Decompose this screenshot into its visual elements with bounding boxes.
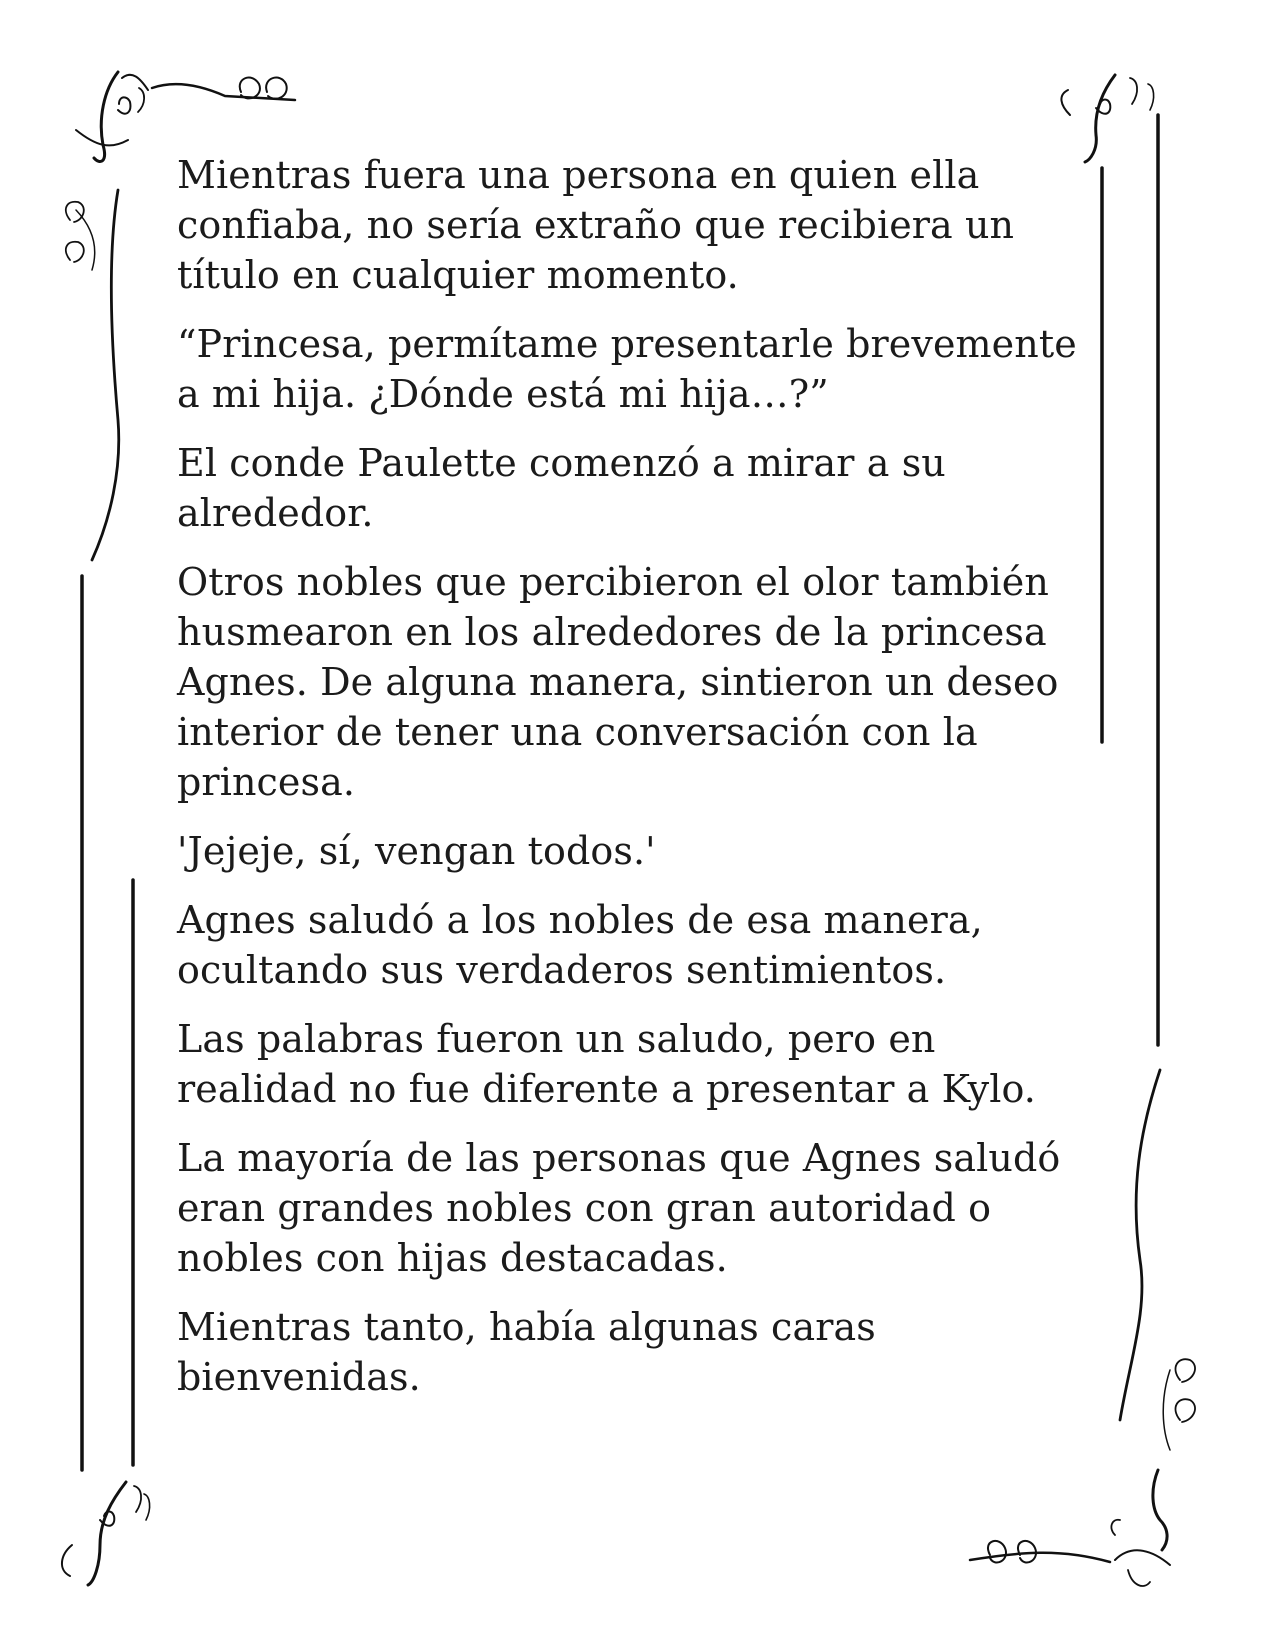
corner-flourish-top-right	[1061, 75, 1153, 162]
paragraph: La mayoría de las personas que Agnes saludó eran grandes nobles con gran autoridad o nobles con hijas destacadas.	[177, 1136, 1061, 1280]
paragraph: Agnes saludó a los nobles de esa manera, ocultando sus verdaderos sentimientos.	[177, 898, 983, 992]
paragraph: El conde Paulette comenzó a mirar a su alrededor.	[177, 441, 946, 535]
paragraph: Mientras fuera una persona en quien ella confiaba, no sería extraño que recibiera un título en cualquier momento.	[177, 153, 1015, 297]
document-body	[177, 150, 1077, 1421]
paragraph: Las palabras fueron un saludo, pero en realidad no fue diferente a presentar a Kylo.	[177, 1017, 1036, 1111]
paragraph: Otros nobles que percibieron el olor también husmearon en los alrededores de la princesa Agnes. De alguna manera, sintieron un deseo interior de tener una conversación con la princesa.	[177, 560, 1059, 804]
paragraph: “Princesa, permítame presentarle brevemente a mi hija. ¿Dónde está mi hija…?”	[177, 322, 1077, 416]
paragraph: 'Jejeje, sí, vengan todos.'	[177, 829, 656, 873]
corner-flourish-bottom-left	[62, 1482, 150, 1585]
paragraph: Mientras tanto, había algunas caras bienvenidas.	[177, 1305, 876, 1399]
